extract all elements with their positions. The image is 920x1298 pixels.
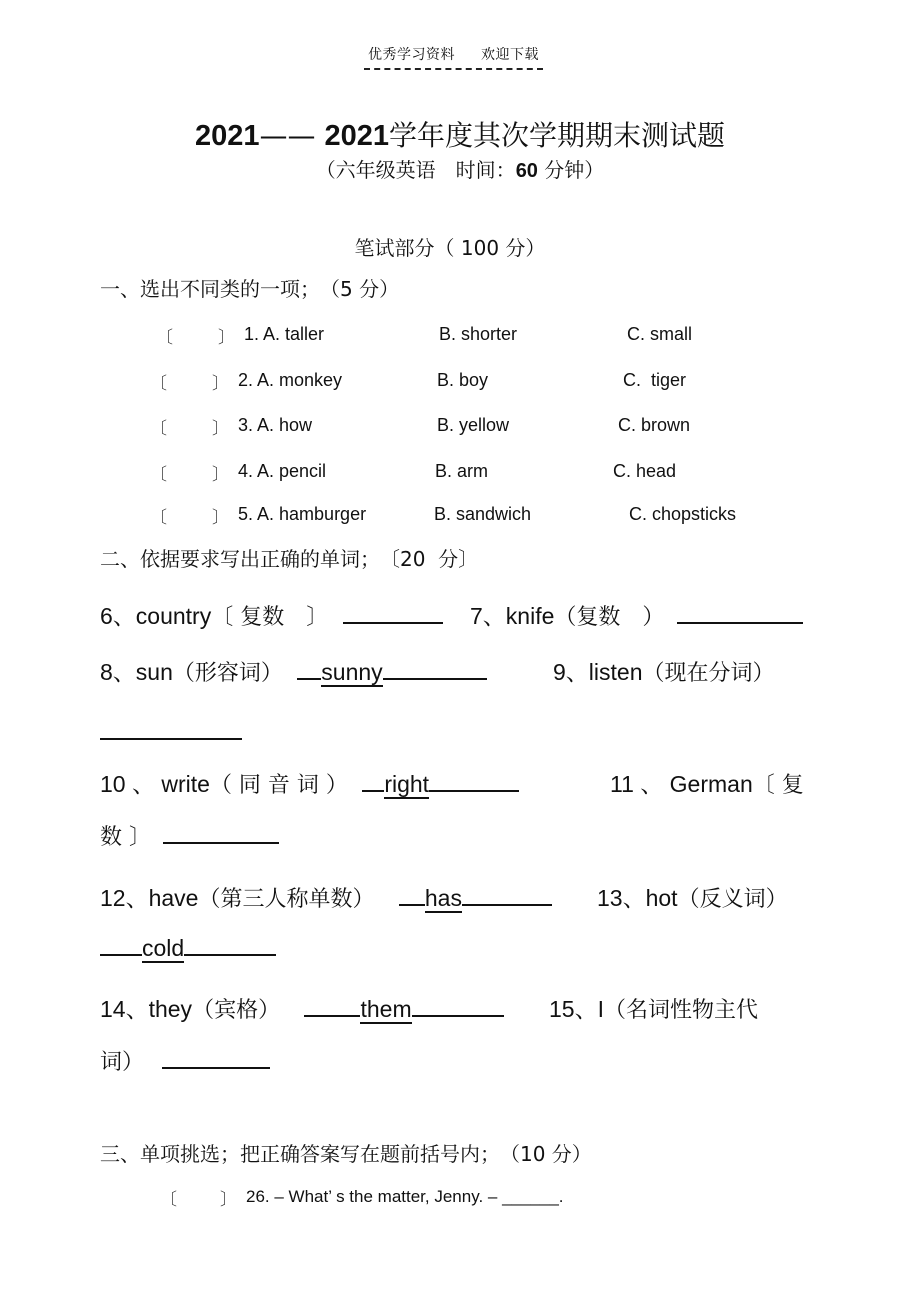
title-year-1: 2021 [195,120,260,152]
q14-hint: （宾格） [192,998,281,1023]
question-6 [100,598,443,631]
answer-bracket-open: 〔 [150,374,167,394]
subtitle-pre: （六年级英语 时间： [315,158,516,182]
answer-bracket-close: 〕 [212,419,229,439]
option-a: 1. A. taller [244,324,325,344]
q12-answer: has [424,885,462,911]
q10-word: 10 、 write [100,771,210,797]
header-right: 欢迎下载 [481,47,539,63]
question-15-cont [100,1045,270,1076]
q8-hint: （形容词） [172,661,283,686]
option-b: B. shorter [439,324,518,344]
q26-text: 26. – What’ s the matter, Jenny. – ______. [246,1187,564,1206]
option-b: B. sandwich [434,504,532,524]
q15-hint-a: （名词性物主代 [603,998,758,1023]
option-c: C. brown [618,415,691,435]
answer-bracket-close: 〕 [218,328,235,348]
answer-bracket-open: 〔 [150,508,167,528]
title-rest: 学年度其次学期期末测试题 [388,119,725,152]
q11-answer-blank[interactable] [163,822,279,844]
section1-heading: 一、选出不同类的一项； （5 分） [100,277,400,301]
q13-answer: cold [142,935,185,961]
q7-answer-blank[interactable] [677,602,803,624]
answer-bracket-close: 〕 [212,465,229,485]
question-7 [470,598,803,631]
q13-word: 13、hot [597,885,678,911]
question-10 [100,766,519,799]
answer-bracket-open: 〔 [150,465,167,485]
q15-answer-blank[interactable] [162,1047,270,1069]
question-9 [553,654,775,687]
section2-heading: 二、依据要求写出正确的单词； 〔20 分〕 [100,547,479,571]
answer-bracket-open: 〔 [160,1190,177,1210]
title-year-2: 2021 [324,120,389,152]
option-c: C. head [613,461,677,481]
q12-word: 12、have [100,885,199,911]
q13-hint: （反义词） [677,887,788,912]
option-a: 2. A. monkey [238,370,343,390]
option-b: B. yellow [437,415,510,435]
option-a: 3. A. how [238,415,313,435]
subtitle-minutes: 60 [515,160,538,182]
q6-answer-blank[interactable] [343,602,443,624]
q10-hint: （ 同 音 词 ） [209,773,348,798]
q9-word: 9、listen [553,659,643,685]
q11-hint-b: 数 〕 [100,825,151,850]
answer-bracket-open: 〔 [156,328,173,348]
q7-word: 7、knife [470,603,555,629]
q10-answer: right [384,771,430,797]
q14-answer: them [360,996,412,1022]
option-b: B. boy [437,370,489,390]
option-a: 5. A. hamburger [238,504,367,524]
q9-hint: （现在分词） [642,661,775,686]
option-c: C. chopsticks [629,504,737,524]
title-dash: —— [259,119,316,152]
q12-hint: （第三人称单数） [198,887,375,912]
page-header [364,44,543,70]
question-13-cont [100,934,276,962]
q11-hint-a: 〔 复 [752,773,804,798]
option-c: C. small [627,324,693,344]
answer-bracket-close: 〕 [212,374,229,394]
subtitle-post: 分钟） [544,158,605,182]
answer-bracket-close: 〕 [220,1190,237,1210]
question-14 [100,991,504,1024]
q14-word: 14、they [100,996,193,1022]
question-15 [549,991,758,1024]
q8-word: 8、sun [100,659,173,685]
question-13 [597,880,788,913]
question-12 [100,880,552,913]
q15-word: 15、I [549,996,604,1022]
question-11 [610,766,804,799]
section3-heading: 三、单项挑选；把正确答案写在题前括号内； （10 分） [100,1142,592,1166]
q7-hint: （复数 ） [554,605,665,630]
q6-hint: 〔 复数 〕 [211,605,329,630]
header-left: 优秀学习资料 [368,47,455,63]
option-c: C. tiger [623,370,687,390]
page-subtitle [0,154,920,183]
question-8 [100,654,487,687]
answer-bracket-open: 〔 [150,419,167,439]
q8-answer: sunny [321,659,383,685]
q9-answer-blank[interactable] [100,718,242,740]
q11-word: 11 、 German [610,771,753,797]
q15-hint-b: 词） [100,1050,145,1075]
page-title [0,114,920,154]
option-b: B. arm [435,461,489,481]
question-11-cont [100,820,279,851]
answer-bracket-close: 〕 [212,508,229,528]
part-heading: 笔试部分（ 100 分） [354,236,546,260]
option-a: 4. A. pencil [238,461,327,481]
q6-word: 6、country [100,603,212,629]
